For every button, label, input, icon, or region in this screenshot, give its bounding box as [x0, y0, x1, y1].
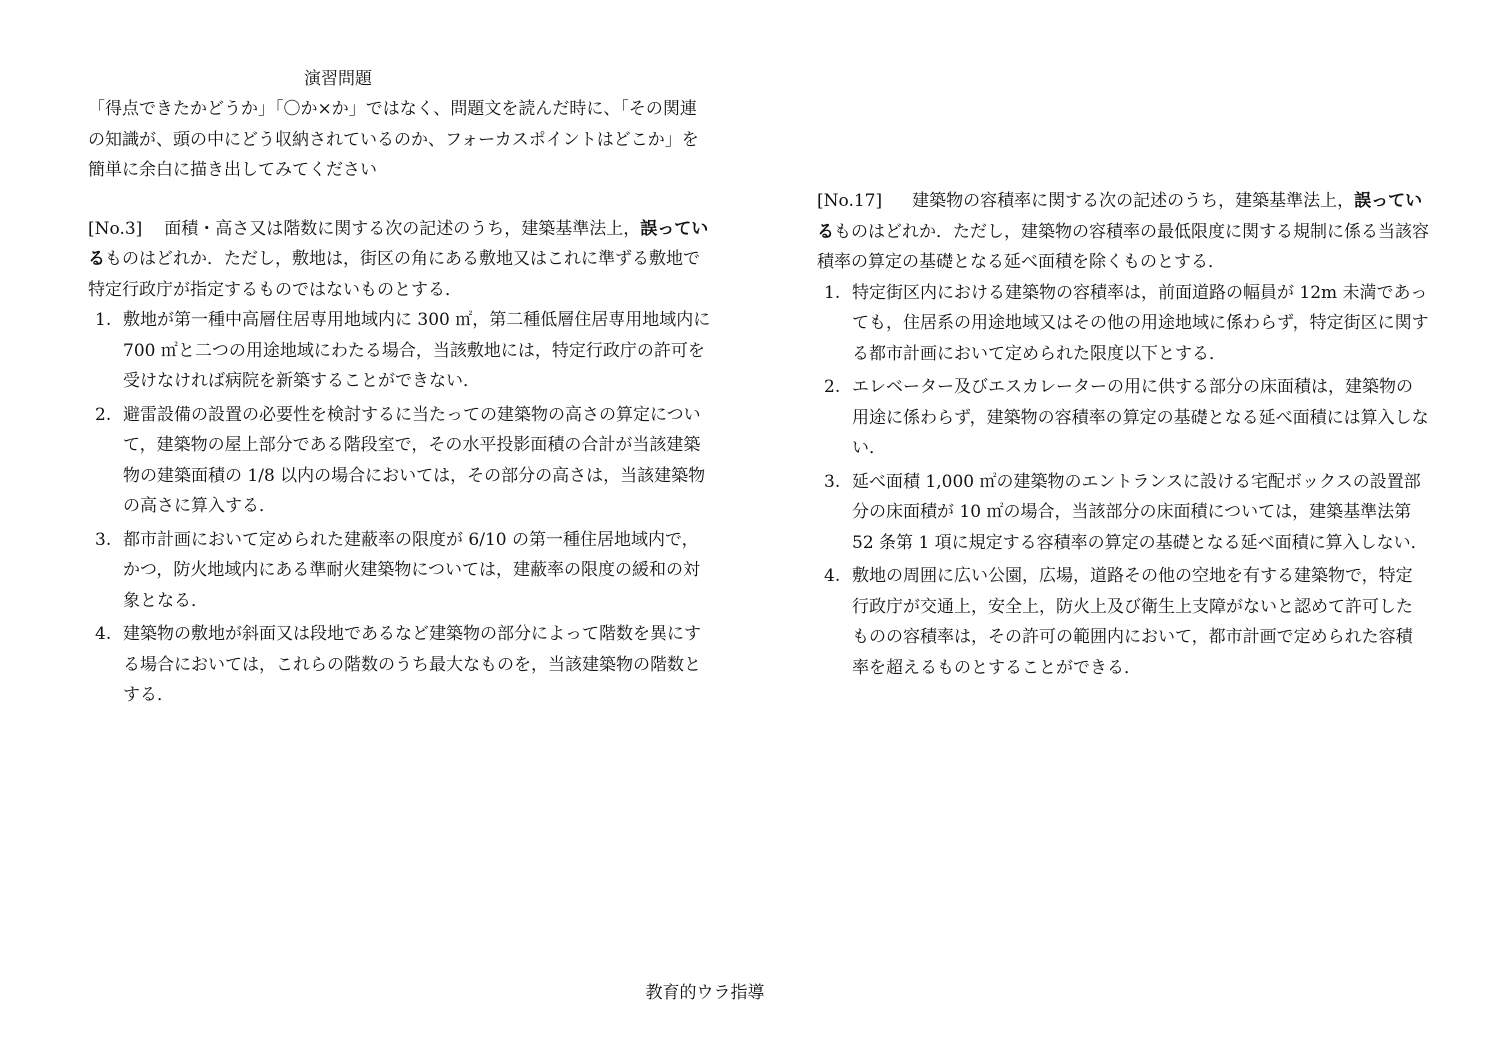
option-text: 特定街区内における建築物の容積率は，前面道路の幅員が 12m 未満であっても，住居系の用途地域又はその他の用途地域に係わらず，特定街区に関する都市計画において定められた限度以下とする． [852, 282, 1429, 364]
option-number: 3. [824, 471, 841, 492]
stem-text-cont: ものはどれか．ただし，敷地は，街区の角にある敷地又はこれに準ずる敷地で特定行政庁が指定するものではないものとする． [88, 249, 700, 300]
option-item [88, 305, 713, 397]
page-footer: 教育的ウラ指導 [645, 983, 765, 1003]
option-number: 3. [95, 529, 112, 550]
left-column [88, 64, 713, 714]
option-number: 2. [824, 377, 841, 397]
option-number: 2. [95, 404, 112, 425]
option-item [817, 561, 1429, 683]
option-number: 1. [824, 282, 841, 303]
option-text: 都市計画において定められた建蔽率の限度が 6/10 の第一種住居地域内で，かつ，防火地域内にある準耐火建築物については，建蔽率の限度の緩和の対象となる． [123, 529, 700, 611]
spacer [88, 186, 713, 214]
option-text: 避雷設備の設置の必要性を検討するに当たっての建築物の高さの算定について，建築物の屋上部分である階段室で，その水平投影面積の合計が当該建築物の建築面積の 1/8 以内の場合においては，その部分の高さは，当該建築物の高さに算入する． [123, 404, 706, 516]
option-list [88, 305, 713, 711]
right-column [817, 186, 1429, 686]
option-item [88, 525, 713, 617]
option-item [817, 278, 1429, 370]
sheet-title: 演習問題 [304, 69, 372, 89]
instruction-text: 「得点できたかどうか」「〇か×か」ではなく、問題文を読んだ時に、「その関連の知識が、頭の中にどう収納されているのか、フォーカスポイントはどこか」を簡単に余白に描き出してみてください [88, 99, 699, 180]
option-item [88, 619, 713, 711]
stem-text-cont: ものはどれか．ただし，建築物の容積率の最低限度に関する規制に係る当該容積率の算定の基礎となる延べ面積を除くものとする． [817, 221, 1429, 272]
question-number: [No.3] [88, 218, 143, 239]
question-number: [No.17] [817, 191, 883, 211]
option-number: 4. [95, 624, 112, 644]
question-stem [88, 214, 713, 306]
option-text: エレベーター及びエスカレーターの用に供する部分の床面積は，建築物の用途に係わらず，建築物の容積率の算定の基礎となる延べ面積には算入しない． [852, 377, 1429, 458]
question-no3 [88, 214, 713, 711]
option-item [817, 372, 1429, 464]
option-text: 敷地の周囲に広い公園，広場，道路その他の空地を有する建築物で，特定行政庁が交通上，安全上，防火上及び衛生上支障がないと認めて許可したものの容積率は，その許可の範囲内において，都市計画で定められた容積率を超えるものとすることができる． [852, 566, 1413, 678]
question-stem [817, 186, 1429, 278]
option-item [817, 467, 1429, 559]
stem-emphasis: 誤っている [817, 191, 1423, 242]
option-text: 敷地が第一種中高層住居専用地域内に 300 ㎡，第二種低層住居専用地域内に 700 ㎡と二つの用途地域にわたる場合，当該敷地には，特定行政庁の許可を受けなければ病院を新築することができない． [123, 310, 711, 391]
option-item [88, 400, 713, 522]
question-no17 [817, 186, 1429, 683]
option-number: 1. [95, 310, 112, 330]
stem-text: 建築物の容積率に関する次の記述のうち，建築基準法上， [912, 191, 1355, 211]
option-list [817, 278, 1429, 684]
stem-emphasis: 誤っている [88, 218, 709, 269]
stem-text: 面積・高さ又は階数に関する次の記述のうち，建築基準法上， [164, 218, 641, 239]
option-text: 延べ面積 1,000 ㎡の建築物のエントランスに設ける宅配ボックスの設置部分の床面積が 10 ㎡の場合，当該部分の床面積については，建築基準法第 52 条第 1 項に規定する容積率の算定の基礎となる延べ面積に算入しない． [852, 471, 1428, 553]
option-number: 4. [824, 566, 841, 586]
option-text: 建築物の敷地が斜面又は段地であるなど建築物の部分によって階数を異にする場合においては，これらの階数のうち最大なものを，当該建築物の階数とする． [123, 624, 701, 705]
